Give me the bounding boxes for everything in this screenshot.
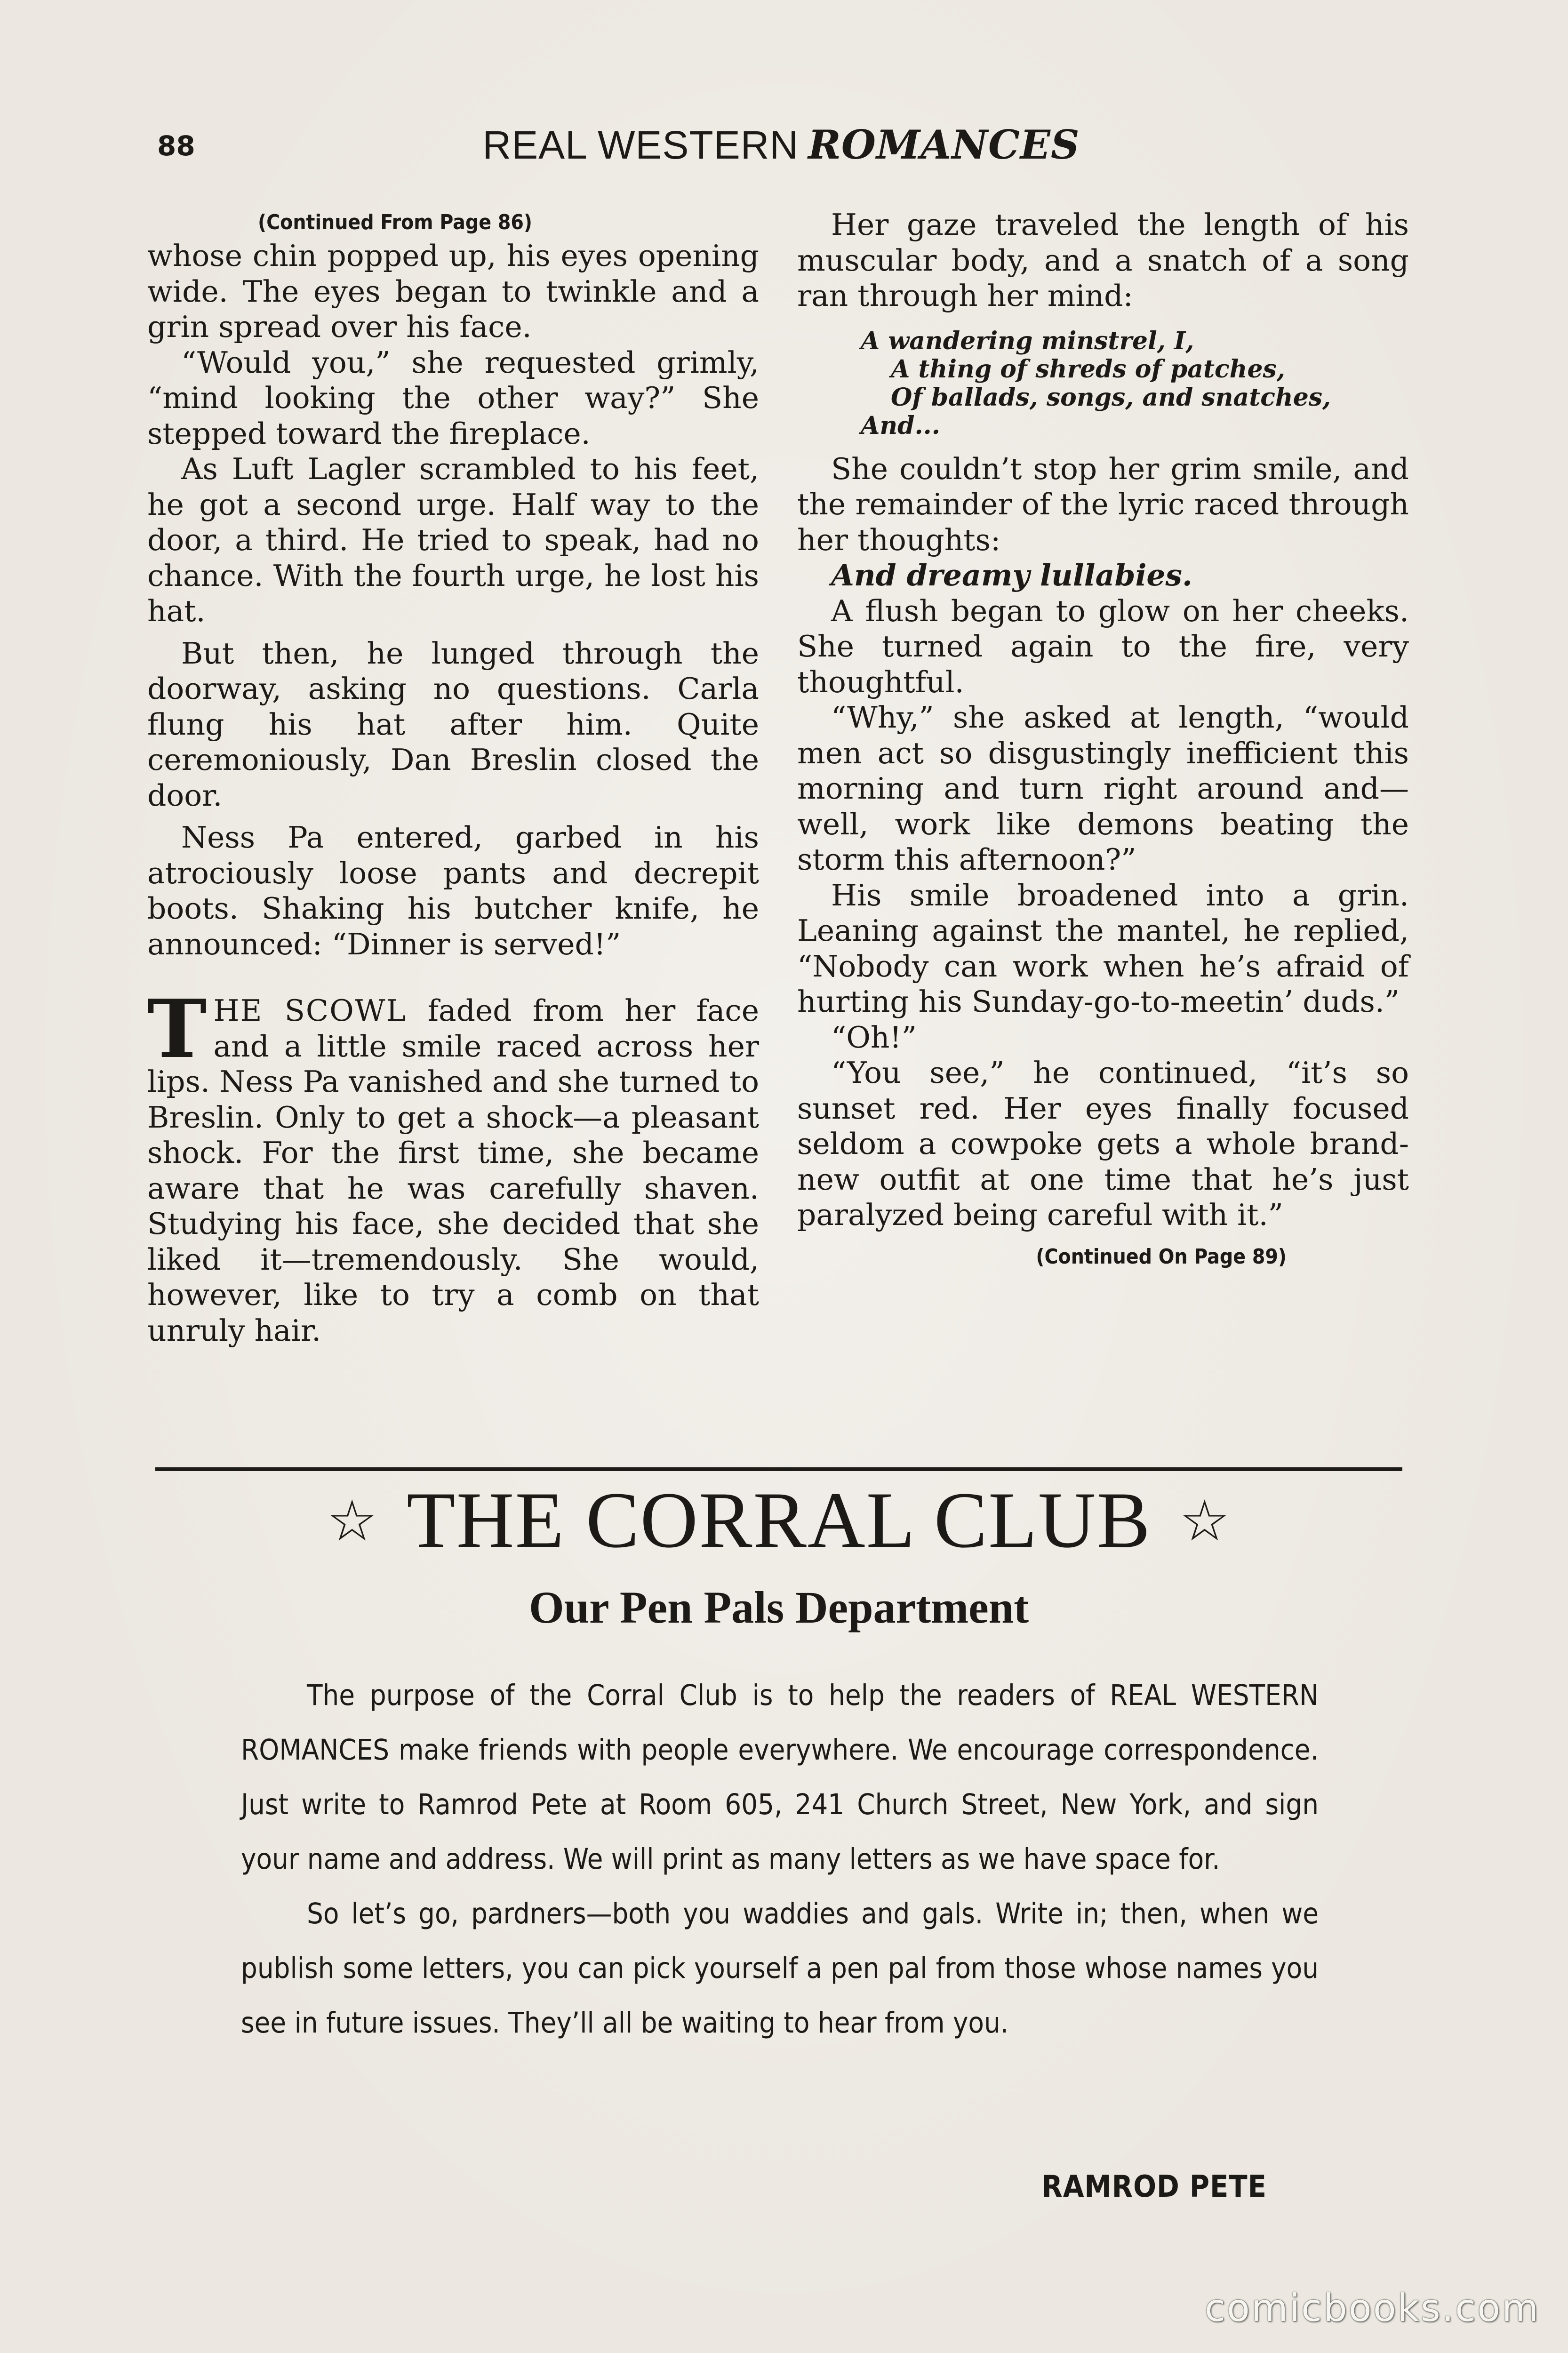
story-paragraph: “Oh!” <box>831 1020 917 1055</box>
verse-line: A wandering minstrel, I, <box>861 326 1194 355</box>
story-paragraph: As Luft Lagler scrambled to his feet, he got a second urge. Half way to the door, a third. He tried to speak, had no chance. With the fourth urge, he lost his hat. <box>147 452 759 628</box>
star-icon: ☆ <box>327 1489 378 1554</box>
section-divider <box>155 1467 1402 1471</box>
story-column-right <box>797 207 1409 1273</box>
magazine-title <box>151 121 1412 168</box>
continued-from-note: (Continued From Page 86) <box>258 210 532 234</box>
star-icon: ☆ <box>1179 1489 1231 1554</box>
club-paragraph: So let’s go, pardners—both you waddies and gals. Write in; then, when we publish some letters, you can pick yourself a pen pal from those whose names you see in future issues. They’ll all be waiting to hear from you. <box>241 1897 1319 2040</box>
story-paragraph: Ness Pa entered, garbed in his atrociously loose pants and decrepit boots. Shaking his butcher knife, he announced: “Dinner is served!” <box>147 820 759 961</box>
song-verse <box>861 327 1409 440</box>
story-paragraph: whose chin popped up, his eyes opening wide. The eyes began to twinkle and a grin spread over his face. <box>147 239 759 344</box>
story-column-left <box>147 207 759 1348</box>
story-paragraph: “Would you,” she requested grimly, “mind looking the other way?” She stepped toward the fireplace. <box>147 345 759 451</box>
pen-pals-subtitle: Our Pen Pals Department <box>528 1582 1029 1633</box>
continued-on-note: (Continued On Page 89) <box>1036 1244 1287 1269</box>
story-paragraph: Her gaze traveled the length of his muscular body, and a snatch of a song ran through her mind: <box>797 208 1409 313</box>
story-paragraph: “Why,” she asked at length, “would men act so disgustingly inefficient this morning and turn right around and—well, work like demons beating the storm this afternoon?” <box>797 700 1409 877</box>
magazine-title-plain: REAL WESTERN <box>482 123 799 167</box>
magazine-title-bold: ROMANCES <box>808 121 1080 168</box>
section-text: faded from her face and a little smile raced across her lips. Ness Pa vanished and she turned to Breslin. Only to get a shock—a pleasant shock. For the first time, she became aware that he was carefully shaven. Studying his face, she decided that she liked it—tremendously. She would, however, like to try a comb on that unruly hair. <box>147 993 759 1348</box>
signature: RAMROD PETE <box>1041 2169 1267 2204</box>
story-paragraph: But then, he lunged through the doorway, asking no questions. Carla flung his hat after him. Quite ceremoniously, Dan Breslin closed the door. <box>147 636 759 813</box>
corral-club-body <box>241 1668 1319 2050</box>
corral-club-title: THE CORRAL CLUB <box>406 1476 1152 1564</box>
watermark: comicbooks.com <box>1204 2286 1540 2330</box>
story-paragraph: “You see,” he continued, “it’s so sunset red. Her eyes finally focused seldom a cowpoke gets a whole brand-new outfit at one time that he’s just paralyzed being careful with it.” <box>797 1056 1409 1232</box>
club-paragraph: The purpose of the Corral Club is to help the readers of REAL WESTERN ROMANCES make friends with people everywhere. We encourage correspondence. Just write to Ramrod Pete at Room 605, 241 Church Street, New York, and sign your name and address. We will print as many letters as we have space for. <box>241 1679 1319 1876</box>
page-header <box>151 121 1412 178</box>
story-paragraph: His smile broadened into a grin. Leaning against the mantel, he replied, “Nobody can work when he’s afraid of hurting his Sunday-go-to-meetin’ duds.” <box>797 878 1409 1019</box>
lyric-line: And dreamy lullabies. <box>831 558 1192 592</box>
story-paragraph: A flush began to glow on her cheeks. She turned again to the fire, very thoughtful. <box>797 593 1409 699</box>
corral-club-heading <box>155 1478 1402 1564</box>
verse-line: Of ballads, songs, and snatches, <box>891 383 1331 412</box>
verse-line: And... <box>861 411 940 440</box>
section-lead-words: HE SCOWL <box>213 993 407 1028</box>
drop-cap: T <box>147 982 207 1076</box>
page-number: 88 <box>157 130 195 162</box>
section-opening-paragraph <box>147 982 759 1348</box>
verse-line: A thing of shreds of patches, <box>891 354 1285 384</box>
story-paragraph: She couldn’t stop her grim smile, and the remainder of the lyric raced through her thoughts: <box>797 451 1409 557</box>
